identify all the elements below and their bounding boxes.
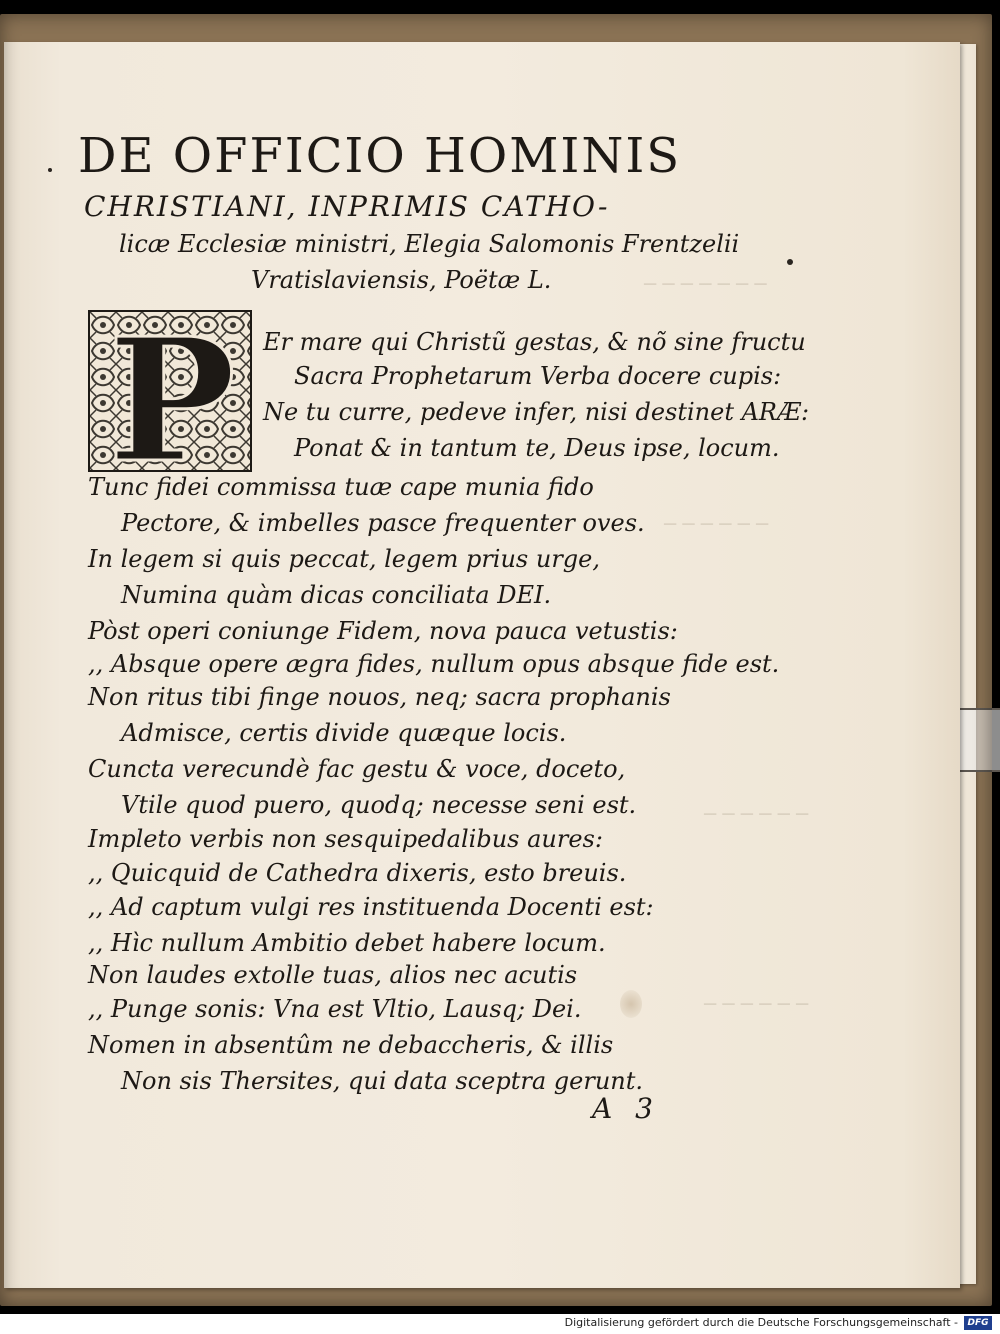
verse-line: ,, Absque opere ægra fides, nullum opus absque fide est. (88, 650, 780, 678)
verse-line: ,, Hìc nullum Ambitio debet habere locum. (88, 929, 606, 957)
show-through: ─ ─ ─ ─ ─ ─ (664, 512, 769, 536)
verse-line: ,, Ad captum vulgi res instituenda Docenti est: (88, 893, 654, 921)
signature-mark: A 3 (592, 1092, 653, 1125)
verse-line: Nomen in absentûm ne debaccheris, & illis (88, 1031, 614, 1059)
verse-line: Non laudes extolle tuas, alios nec acutis (88, 961, 578, 989)
subtitle-line-3: Vratislaviensis, Poëtæ L. (251, 266, 552, 294)
verse-line: Admisce, certis divide quæque locis. (121, 719, 567, 747)
verse-line: Tunc fidei commissa tuæ cape munia fido (88, 473, 594, 501)
verse-line: Vtile quod puero, quodq; necesse seni est. (121, 791, 637, 819)
verse-line: ,, Quicquid de Cathedra dixeris, esto breuis. (88, 859, 627, 887)
show-through: ─ ─ ─ ─ ─ ─ ─ (644, 272, 767, 296)
verse-line: Non sis Thersites, qui data sceptra gerunt. (121, 1067, 644, 1095)
footer-credit: Digitalisierung gefördert durch die Deutsche Forschungsgemeinschaft - (564, 1316, 958, 1329)
verse-line: Cuncta verecundè fac gestu & voce, doceto, (88, 755, 626, 783)
ink-dot (787, 259, 793, 265)
verse-line: Ponat & in tantum te, Deus ipse, locum. (294, 434, 780, 462)
dfg-logo-icon[interactable]: DFG (964, 1316, 992, 1330)
show-through: ─ ─ ─ ─ ─ ─ (704, 802, 809, 826)
verse-line: Pòst operi coniunge Fidem, nova pauca vetustis: (88, 617, 678, 645)
verse-line: Er mare qui Christũ gestas, & nõ sine fructu (263, 328, 806, 356)
page-title: DE OFFICIO HOMINIS (78, 128, 682, 184)
decorated-initial (88, 310, 252, 472)
verse-line: Impleto verbis non sesquipedalibus aures: (88, 825, 603, 853)
verse-line: In legem si quis peccat, legem prius urge, (88, 545, 600, 573)
subtitle-line-2: licæ Ecclesiæ ministri, Elegia Salomonis Frentzelii (119, 230, 740, 258)
paper-stain (620, 990, 642, 1018)
ink-dot (48, 168, 52, 172)
show-through: ─ ─ ─ ─ ─ ─ (704, 992, 809, 1016)
verse-line: Pectore, & imbelles pasce frequenter oves. (121, 509, 645, 537)
subtitle-line-1: CHRISTIANI, INPRIMIS CATHO- (84, 190, 610, 223)
initial-letter: P (108, 312, 236, 470)
verse-line: Numina quàm dicas conciliata DEI. (121, 581, 552, 609)
verse-line: ,, Punge sonis: Vna est Vltio, Lausq; Dei. (88, 995, 582, 1023)
verse-line: Sacra Prophetarum Verba docere cupis: (294, 362, 782, 390)
verse-line: Non ritus tibi finge nouos, neq; sacra prophanis (88, 683, 671, 711)
floral-ornament-icon (90, 312, 250, 470)
verse-line: Ne tu curre, pedeve infer, nisi destinet ARÆ: (263, 398, 810, 426)
